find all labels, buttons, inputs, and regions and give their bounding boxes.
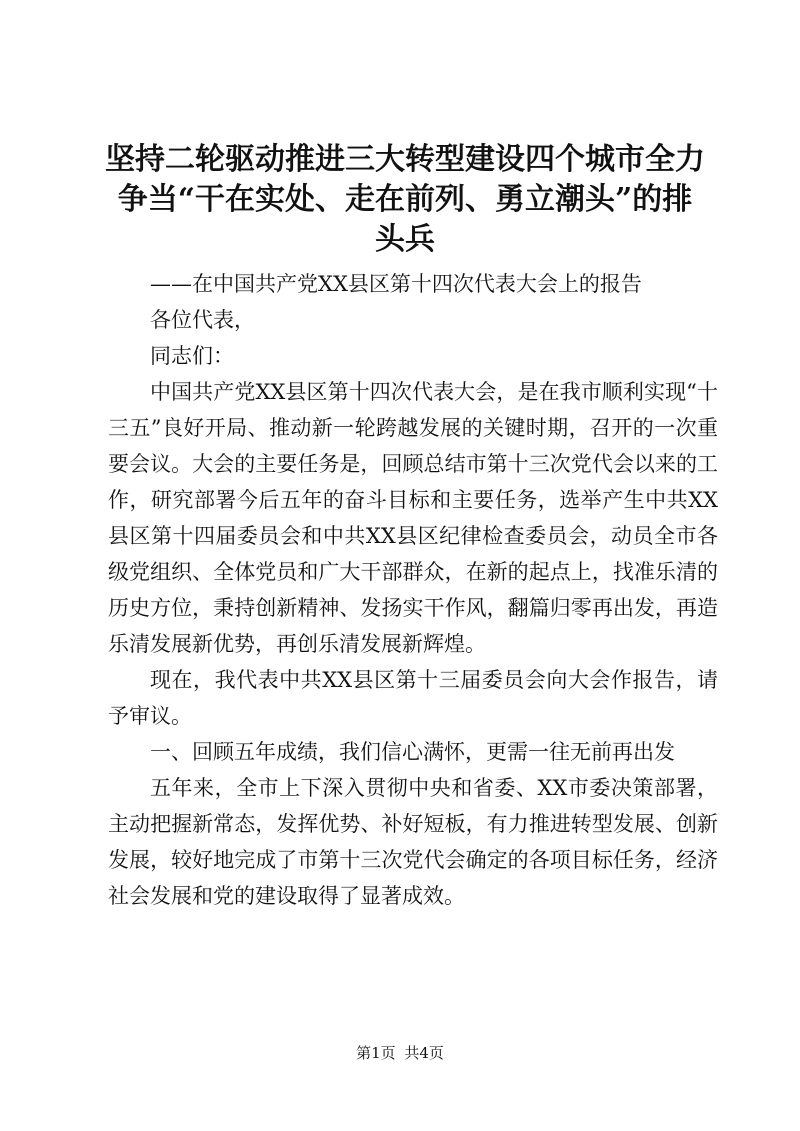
salutation-comrades: 同志们：	[150, 344, 234, 368]
document-subtitle: ——在中国共产党XX县区第十四次代表大会上的报告	[150, 272, 642, 296]
page-total: 共4页	[404, 1044, 444, 1062]
paragraph-intro: 中国共产党XX县区第十四次代表大会，是在我市顺利实现“十三五”良好开局、推动新一轮跨越发展的关键时期，召开的一次重要会议。大会的主要任务是，回顾总结市第十三次党代会以来的工作，研究部署今后五年的奋斗目标和主要任务，选举产生中共XX县区第十四届委员会和中共XX县区纪律检查委员会，动员全市各级党组织、全体党员和广大干部群众，在新的起点上，找准乐清的历史方位，秉持创新精神、发扬实干作风，翻篇归零再出发，再造乐清发展新优势，再创乐清发展新辉煌。	[108, 380, 718, 656]
document-title: 坚持二轮驱动推进三大转型建设四个城市全力争当“干在实处、走在前列、勇立潮头”的排头兵	[105, 142, 705, 257]
section-heading-1: 一、回顾五年成绩，我们信心满怀，更需一往无前再出发	[150, 740, 675, 764]
page-number: 第1页	[356, 1044, 396, 1062]
paragraph-report: 现在，我代表中共XX县区第十三届委员会向大会作报告，请予审议。	[108, 668, 718, 728]
paragraph-five-years: 五年来，全市上下深入贯彻中央和省委、XX市委决策部署，主动把握新常态，发挥优势、补好短板，有力推进转型发展、创新发展，较好地完成了市第十三次党代会确定的各项目标任务，经济社会发展和党的建设取得了显著成效。	[108, 776, 718, 908]
salutation-delegates: 各位代表，	[150, 308, 255, 332]
document-body	[108, 266, 718, 914]
page-footer	[0, 1043, 800, 1063]
